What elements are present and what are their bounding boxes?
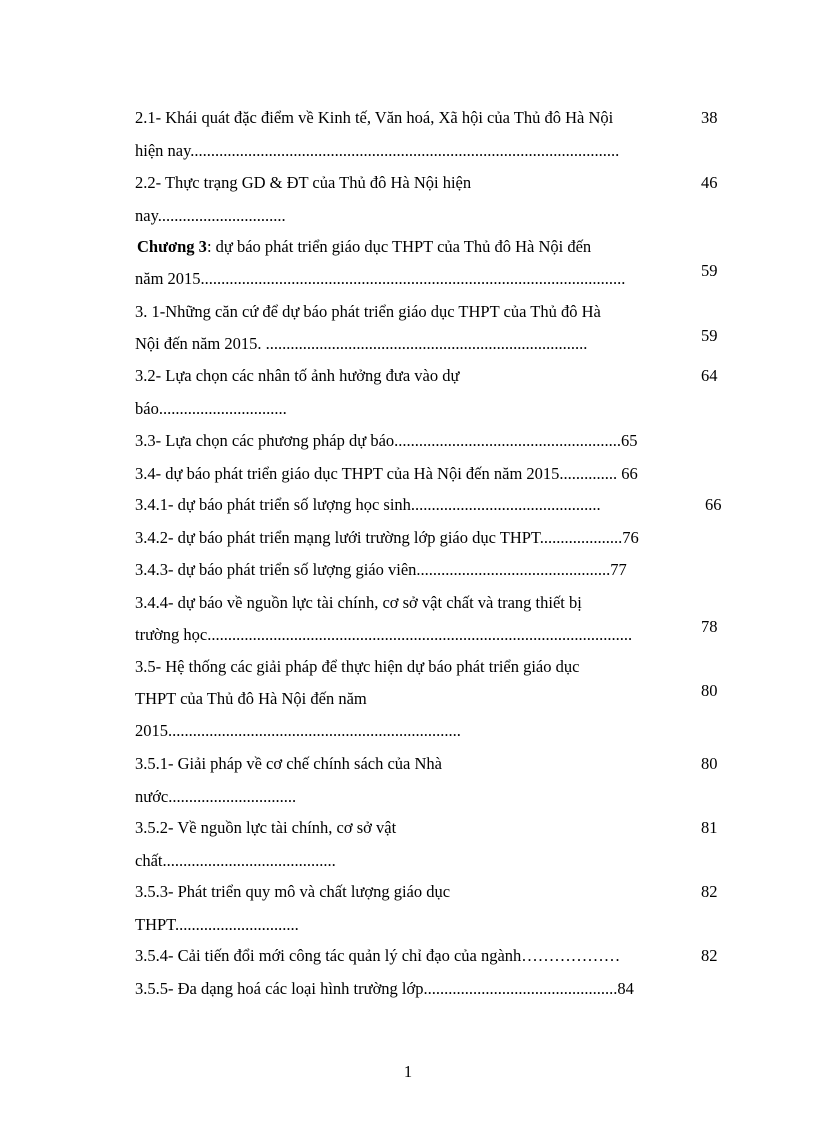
toc-entry-3-5-3-line1: 3.5.3- Phát triển quy mô và chất lượng giáo dục [135, 882, 451, 901]
page-number: 1 [403, 1062, 413, 1081]
toc-entry-3-5-3-line2: THPT.............................. [135, 915, 299, 934]
toc-entry-3-5-3-page: 82 [701, 882, 718, 901]
toc-entry-3-4-1: 3.4.1- dự báo phát triển số lượng học sinh.............................................. [135, 495, 601, 514]
toc-entry-3-5-page: 80 [701, 681, 718, 700]
toc-entry-3-5-2-page: 81 [701, 818, 718, 837]
toc-entry-3-4-4-line1: 3.4.4- dự báo về nguồn lực tài chính, cơ sở vật chất và trang thiết bị [135, 593, 582, 612]
toc-entry-chapter-3-line2: năm 2015....................................................................................................... [135, 269, 626, 288]
toc-entry-2-2-line2: nay............................... [135, 206, 286, 225]
toc-entry-3-5-2-line2: chất.......................................... [135, 851, 336, 870]
toc-entry-2-1-page: 38 [701, 108, 718, 127]
chapter-title: : dự báo phát triển giáo dục THPT của Thủ đô Hà Nội đến [206, 237, 592, 256]
toc-entry-3-5-line3: 2015....................................................................... [135, 721, 461, 740]
toc-entry-3-5-5: 3.5.5- Đa dạng hoá các loại hình trường lớp...............................................84 [135, 979, 634, 998]
toc-entry-3-2-line1: 3.2- Lựa chọn các nhân tố ảnh hưởng đưa vào dự [135, 366, 460, 385]
toc-entry-3-1-line1: 3. 1-Những căn cứ để dự báo phát triển giáo dục THPT của Thủ đô Hà [135, 302, 601, 321]
toc-entry-3-4-4-line2: trường học....................................................................................................... [135, 625, 633, 644]
toc-entry-3-4-2: 3.4.2- dự báo phát triển mạng lưới trường lớp giáo dục THPT....................76 [135, 528, 639, 547]
toc-entry-3-5-4-page: 82 [701, 946, 718, 965]
toc-entry-3-2-page: 64 [701, 366, 718, 385]
toc-entry-3-1-line2: Nội đến năm 2015. .............................................................................. [135, 334, 588, 353]
toc-entry-2-1-line1: 2.1- Khái quát đặc điểm về Kinh tế, Văn hoá, Xã hội của Thủ đô Hà Nội [135, 108, 614, 127]
toc-entry-2-2-line1: 2.2- Thực trạng GD & ĐT của Thủ đô Hà Nội hiện [135, 173, 472, 192]
toc-entry-3-5-1-line2: nước............................... [135, 787, 297, 806]
toc-entry-3-5-4: 3.5.4- Cải tiến đổi mới công tác quản lý chỉ đạo của ngành……………… [135, 946, 621, 965]
toc-entry-3-4: 3.4- dự báo phát triển giáo dục THPT của Hà Nội đến năm 2015.............. 66 [135, 464, 638, 483]
toc-entry-3-5-1-page: 80 [701, 754, 718, 773]
toc-entry-3-5-line2: THPT của Thủ đô Hà Nội đến năm [135, 689, 367, 708]
toc-entry-3-3: 3.3- Lựa chọn các phương pháp dự báo.......................................................65 [135, 431, 638, 450]
toc-entry-2-2-page: 46 [701, 173, 718, 192]
toc-entry-3-2-line2: báo............................... [135, 399, 287, 418]
toc-entry-3-5-1-line1: 3.5.1- Giải pháp về cơ chế chính sách của Nhà [135, 754, 442, 773]
toc-entry-3-4-3: 3.4.3- dự báo phát triển số lượng giáo viên...............................................77 [135, 560, 627, 579]
toc-entry-3-4-1-page: 66 [705, 495, 722, 514]
toc-entry-2-1-line2: hiện nay........................................................................................................ [135, 141, 620, 160]
toc-entry-3-5-2-line1: 3.5.2- Về nguồn lực tài chính, cơ sở vật [135, 818, 397, 837]
toc-entry-chapter-3-line1 [137, 237, 591, 257]
toc-entry-3-5-line1: 3.5- Hệ thống các giải pháp để thực hiện dự báo phát triển giáo dục [135, 657, 580, 676]
toc-entry-3-1-page: 59 [701, 326, 718, 345]
chapter-label: Chương 3 [137, 237, 207, 256]
toc-entry-chapter-3-page: 59 [701, 261, 718, 280]
toc-entry-3-4-4-page: 78 [701, 617, 718, 636]
